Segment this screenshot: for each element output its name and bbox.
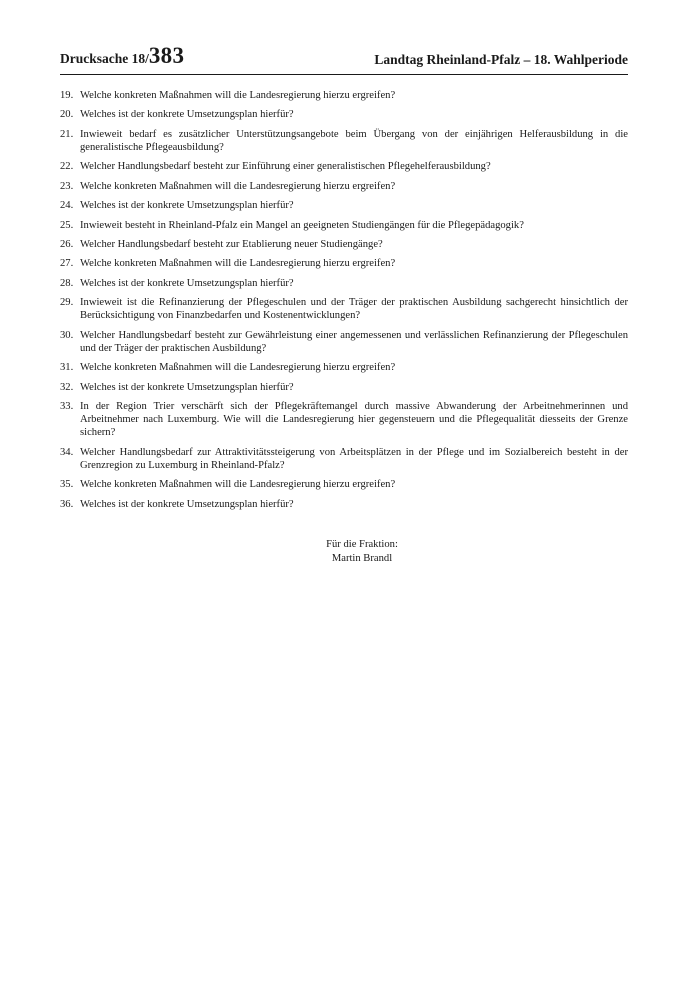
signature-name: Martin Brandl — [331, 552, 393, 564]
question-number: 26. — [60, 238, 74, 250]
question-text: Inwieweit ist die Refinanzierung der Pflegeschulen und der Träger der praktischen Ausbildung sachgerecht hinsichtlich der Berücksichtigung von Finanzbedarfen und Kostenentwicklungen? — [80, 297, 628, 322]
document-label: Drucksache 18/ — [60, 51, 149, 66]
question-text: Welcher Handlungsbedarf besteht zur Etablierung neuer Studiengänge? — [80, 238, 383, 250]
question-number: 32. — [60, 381, 74, 393]
question-item — [60, 329, 628, 355]
question-item — [60, 400, 628, 440]
question-item — [60, 277, 628, 290]
question-text: Welche konkreten Maßnahmen will die Landesregierung hierzu ergreifen? — [80, 479, 396, 491]
question-item — [60, 128, 628, 154]
question-text: Welches ist der konkrete Umsetzungsplan hierfür? — [80, 381, 294, 393]
question-text: Welche konkreten Maßnahmen will die Landesregierung hierzu ergreifen? — [80, 258, 396, 270]
question-number: 28. — [60, 277, 74, 289]
question-item — [60, 381, 628, 394]
question-item — [60, 219, 628, 232]
parliament-label: Landtag Rheinland-Pfalz – 18. Wahlperiode — [374, 52, 628, 67]
question-text: Welches ist der konkrete Umsetzungsplan hierfür? — [80, 498, 294, 510]
document-reference — [60, 43, 184, 69]
question-text: In der Region Trier verschärft sich der Pflegekräftemangel durch massive Abwanderung der Arbeitnehmerinnen und Arbeitnehmer nach Luxemburg. Wie will die Landesregierung hier gegensteuern und die Pflegequalität diesseits der Grenze sichern? — [80, 401, 628, 439]
question-text: Welche konkreten Maßnahmen will die Landesregierung hierzu ergreifen? — [80, 362, 396, 374]
question-number: 31. — [60, 362, 74, 374]
question-number: 19. — [60, 90, 74, 101]
question-number: 23. — [60, 180, 74, 192]
question-item — [60, 199, 628, 212]
question-number: 24. — [60, 200, 74, 212]
question-text: Inwieweit besteht in Rheinland-Pfalz ein Mangel an geeigneten Studiengängen für die Pflegepädagogik? — [80, 219, 524, 231]
question-number: 27. — [60, 258, 74, 270]
question-text: Welches ist der konkrete Umsetzungsplan hierfür? — [80, 200, 294, 212]
question-number: 25. — [60, 219, 74, 231]
question-text: Inwieweit bedarf es zusätzlicher Unterstützungsangebote beim Übergang von der einjährigen Helferausbildung in die generalistische Pflegeausbildung? — [80, 128, 628, 153]
question-number: 21. — [60, 128, 74, 140]
page-header — [60, 42, 628, 75]
question-item — [60, 108, 628, 121]
question-item — [60, 89, 628, 102]
question-item — [60, 160, 628, 173]
signature-block — [0, 538, 700, 565]
question-number: 20. — [60, 109, 74, 121]
question-item — [60, 446, 628, 472]
question-text: Welche konkreten Maßnahmen will die Landesregierung hierzu ergreifen? — [80, 90, 396, 101]
question-item — [60, 361, 628, 374]
question-item — [60, 478, 628, 491]
question-item — [60, 180, 628, 193]
question-item — [60, 296, 628, 322]
question-number: 33. — [60, 401, 74, 413]
question-list — [60, 89, 628, 517]
question-text: Welcher Handlungsbedarf besteht zur Einführung einer generalistischen Pflegehelferausbildung? — [80, 161, 491, 173]
question-number: 30. — [60, 329, 74, 341]
question-text: Welches ist der konkrete Umsetzungsplan hierfür? — [80, 109, 294, 121]
question-item — [60, 498, 628, 511]
question-number: 35. — [60, 479, 74, 491]
question-text: Welcher Handlungsbedarf besteht zur Gewährleistung einer angemessenen und verlässlichen Refinanzierung der Pflegeschulen und der Träger der praktischen Ausbildung? — [80, 329, 628, 354]
question-number: 29. — [60, 297, 74, 309]
question-number: 36. — [60, 498, 74, 510]
question-item — [60, 257, 628, 270]
question-item — [60, 238, 628, 251]
question-text: Welches ist der konkrete Umsetzungsplan hierfür? — [80, 277, 294, 289]
document-number: 383 — [148, 43, 185, 68]
question-text: Welcher Handlungsbedarf zur Attraktivitätssteigerung von Arbeitsplätzen in der Pflege und im Sozialbereich besteht in der Grenzregion zu Luxemburg in Rheinland-Pfalz? — [80, 446, 628, 472]
question-number: 34. — [60, 446, 74, 458]
question-text: Welche konkreten Maßnahmen will die Landesregierung hierzu ergreifen? — [80, 180, 396, 192]
signature-line-faction: Für die Fraktion: — [326, 539, 398, 550]
question-number: 22. — [60, 161, 74, 173]
